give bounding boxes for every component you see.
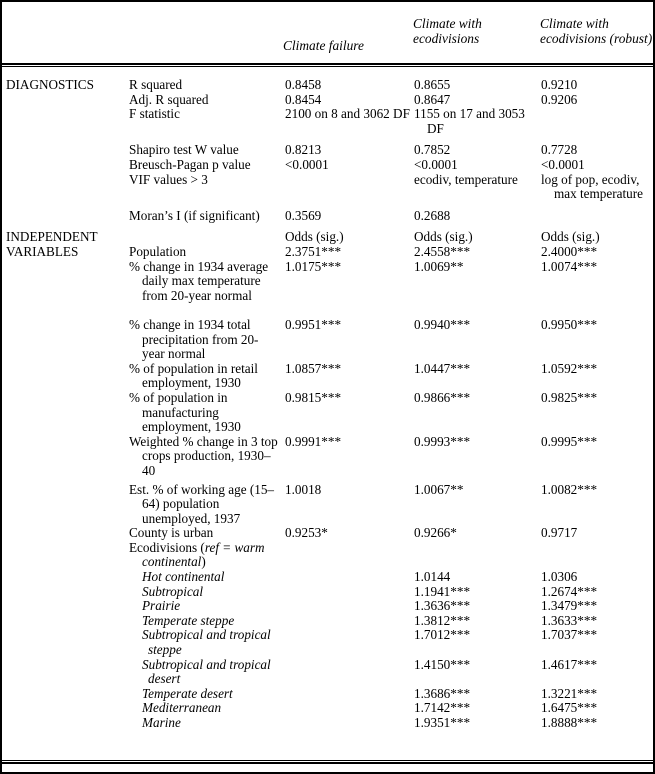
cell-col2: 0.9866*** <box>414 389 471 405</box>
row-label: Breusch-Pagan p value <box>129 156 251 172</box>
row-label: % of population in retail employment, 1930 <box>129 360 258 391</box>
row-label: Subtropical and tropical steppe <box>142 627 271 658</box>
cell-col2: 1.0069** <box>414 258 464 274</box>
cell-col2: 1.9351*** <box>414 715 471 731</box>
table-row <box>2 318 653 362</box>
cell-col2: 1.0144 <box>414 569 451 585</box>
cell-col2: 1.0447*** <box>414 360 471 376</box>
row-label: Marine <box>142 715 181 731</box>
odds-header-col2: Odds (sig.) <box>414 229 473 245</box>
table-row <box>2 260 653 318</box>
table-row <box>2 570 653 585</box>
cell-col3: 1.4617*** <box>541 656 598 672</box>
table-row <box>2 687 653 702</box>
cell-col2: 1.7012*** <box>414 627 471 643</box>
cell-col3: 1.3221*** <box>541 685 598 701</box>
table-row <box>2 230 653 245</box>
cell-col3: 0.9717 <box>541 525 578 541</box>
cell-col2: 1.3636*** <box>414 598 471 614</box>
table-row <box>2 483 653 527</box>
cell-col3: 1.2674*** <box>541 583 598 599</box>
cell-col3: <0.0001 <box>541 156 585 172</box>
row-label: F statistic <box>129 106 180 122</box>
ecodivisions-heading-prefix: Ecodivisions ( <box>129 539 205 555</box>
cell-col1: 0.9991*** <box>285 433 342 449</box>
column-header-climate-failure: Climate failure <box>283 38 364 53</box>
table-row <box>2 628 653 657</box>
table-row <box>2 701 653 716</box>
cell-col3: 1.0074*** <box>541 258 598 274</box>
row-label: Moran’s I (if significant) <box>129 207 260 223</box>
cell-col2: 0.9993*** <box>414 433 471 449</box>
cell-col2: 1.0067** <box>414 481 464 497</box>
row-label: Subtropical <box>142 583 204 599</box>
cell-col1: 0.9253* <box>285 525 328 541</box>
row-label: % change in 1934 total precipitation from 20-year normal <box>129 316 259 362</box>
cell-col3: 0.9825*** <box>541 389 598 405</box>
cell-col3: log of pop, ecodiv, max temperature <box>541 171 643 202</box>
cell-col2: 1.7142*** <box>414 700 471 716</box>
cell-col1: 2.3751*** <box>285 243 342 259</box>
cell-col2: ecodiv, temperature <box>414 171 518 187</box>
table-row <box>2 362 653 391</box>
cell-col3: 0.9210 <box>541 77 578 92</box>
table-row <box>2 435 653 479</box>
row-label: % of population in manufacturing employment, 1930 <box>129 389 241 435</box>
cell-col3: 1.3479*** <box>541 598 598 614</box>
cell-col1: 1.0175*** <box>285 258 342 274</box>
cell-col2: 0.8655 <box>414 77 451 92</box>
cell-col1: 0.8454 <box>285 91 322 107</box>
cell-col3: 0.9995*** <box>541 433 598 449</box>
table-row <box>2 158 653 173</box>
column-header-climate-with-ecodivisions-robust: Climate with ecodivisions (robust) <box>540 16 653 47</box>
column-header-climate-with-ecodivisions: Climate with ecodivisions <box>413 16 482 47</box>
cell-col3: 1.0592*** <box>541 360 598 376</box>
cell-col2: 1.3812*** <box>414 612 471 628</box>
row-label: Prairie <box>142 598 181 614</box>
row-label: County is urban <box>129 525 214 541</box>
row-label: % change in 1934 average daily max temperature from 20-year normal <box>129 258 269 303</box>
table-row <box>2 143 653 158</box>
section-label-independent-line1: INDEPENDENT <box>6 229 98 245</box>
table-row <box>2 209 653 224</box>
table-row <box>2 658 653 687</box>
cell-col2: 1.3686*** <box>414 685 471 701</box>
table-row <box>2 245 653 260</box>
row-label: Weighted % change in 3 top crops production, 1930–40 <box>129 433 278 478</box>
table-row <box>2 716 653 731</box>
cell-col2: 0.9940*** <box>414 316 471 332</box>
cell-col1: 0.9951*** <box>285 316 342 332</box>
header-rule <box>2 63 653 67</box>
row-label: Adj. R squared <box>129 91 209 107</box>
table-row <box>2 93 653 108</box>
cell-col2: 0.7852 <box>414 142 451 158</box>
row-label: Mediterranean <box>142 700 222 716</box>
section-label-diagnostics: DIAGNOSTICS <box>6 77 94 92</box>
cell-col1: 0.8458 <box>285 77 322 92</box>
table-row <box>2 391 653 435</box>
cell-col3: 1.7037*** <box>541 627 598 643</box>
odds-header-col1: Odds (sig.) <box>285 229 344 245</box>
cell-col3: 0.7728 <box>541 142 578 158</box>
row-label: R squared <box>129 77 183 92</box>
row-label: Shapiro test W value <box>129 142 239 158</box>
cell-col3: 0.9206 <box>541 91 578 107</box>
table-row <box>2 599 653 614</box>
row-label: Subtropical and tropical desert <box>142 656 271 687</box>
cell-col1: 0.3569 <box>285 207 322 223</box>
table-row <box>2 526 653 541</box>
cell-col1: 1.0857*** <box>285 360 342 376</box>
cell-col2: 0.9266* <box>414 525 457 541</box>
cell-col1: 1.0018 <box>285 481 322 497</box>
cell-col2: 1.1941*** <box>414 583 471 599</box>
cell-col3: 1.3633*** <box>541 612 598 628</box>
cell-col1: 2100 on 8 and 3062 DF <box>285 106 410 122</box>
ecodivisions-heading <box>129 541 281 570</box>
row-label: Temperate desert <box>142 685 233 701</box>
section-label-independent-line2: VARIABLES <box>6 243 79 259</box>
bottom-rule <box>2 760 653 764</box>
table-row <box>2 541 653 570</box>
ecodivisions-heading-suffix: ) <box>201 554 206 570</box>
row-label: Hot continental <box>142 569 225 585</box>
table-row <box>2 614 653 629</box>
cell-col1: <0.0001 <box>285 156 329 172</box>
row-label: Est. % of working age (15–64) population unemployed, 1937 <box>129 481 275 526</box>
cell-col1: 0.8213 <box>285 142 322 158</box>
cell-col2: 2.4558*** <box>414 243 471 259</box>
table-header <box>2 2 653 70</box>
row-spacer <box>2 202 653 209</box>
cell-col3: 1.0082*** <box>541 481 598 497</box>
cell-col2: 0.8647 <box>414 91 451 107</box>
table-body <box>2 70 653 731</box>
cell-col2: <0.0001 <box>414 156 458 172</box>
table-row <box>2 585 653 600</box>
odds-header-col3: Odds (sig.) <box>541 229 600 245</box>
cell-col2: 1155 on 17 and 3053 DF <box>414 106 525 136</box>
cell-col3: 1.6475*** <box>541 700 598 716</box>
ecodivisions-heading-reference: ref = warm continental <box>142 539 265 570</box>
table-row <box>2 173 653 202</box>
cell-col3: 1.8888*** <box>541 715 598 731</box>
cell-col2: 0.2688 <box>414 207 451 223</box>
row-label: Population <box>129 243 187 259</box>
row-label: VIF values > 3 <box>129 171 208 187</box>
cell-col3: 1.0306 <box>541 569 578 585</box>
table-row <box>2 107 653 136</box>
cell-col1: 0.9815*** <box>285 389 342 405</box>
table-row <box>2 78 653 93</box>
cell-col3: 2.4000*** <box>541 243 598 259</box>
cell-col3: 0.9950*** <box>541 316 598 332</box>
cell-col2: 1.4150*** <box>414 656 471 672</box>
row-label: Temperate steppe <box>142 612 235 628</box>
